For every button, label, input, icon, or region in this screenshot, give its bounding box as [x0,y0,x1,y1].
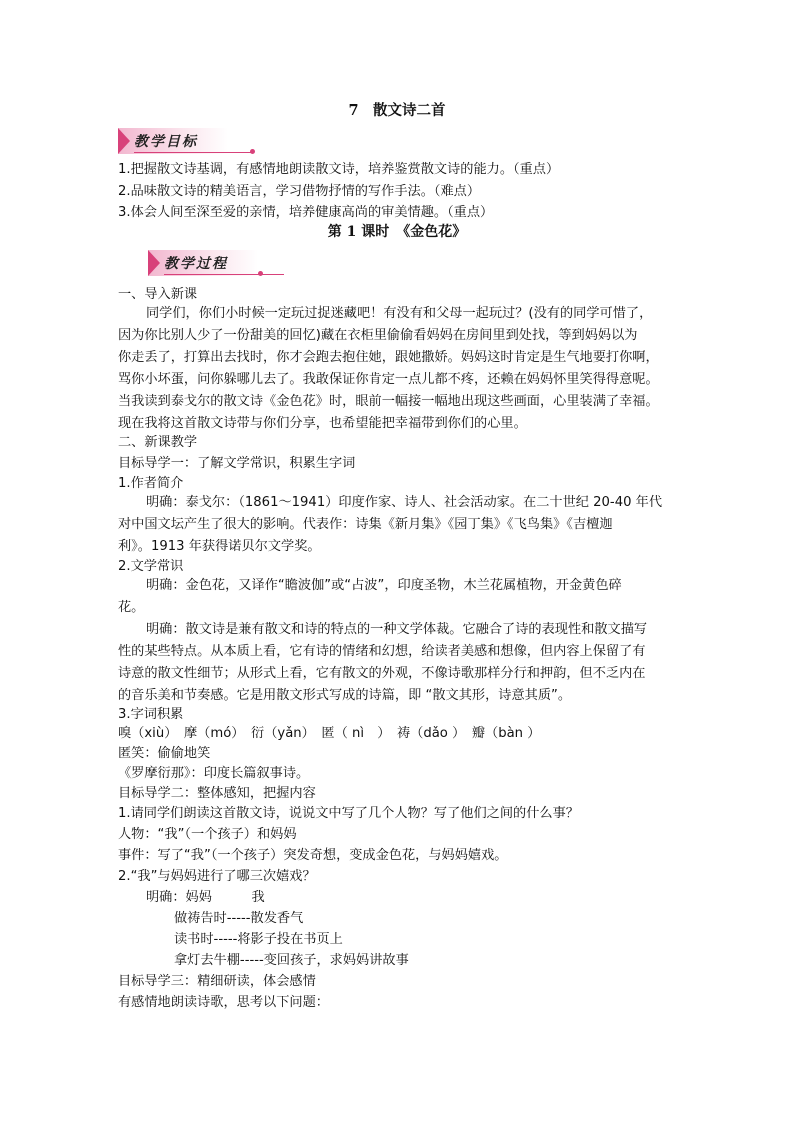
lesson-title: 第 1 课时 《金色花》 [327,224,467,240]
paragraph-line: 骂你小坏蛋，问你躲哪儿去了。我敢保证你肯定一点儿都不疼，还赖在妈妈怀里笑得得意呢。 [118,372,659,387]
objective-heading: 目标导学一：了解文学常识，积累生字词 [118,456,356,471]
paragraph-line: 明确：金色花，又译作“瞻波伽”或“占波”，印度圣物，木兰花属植物，开金黄色碎 [146,578,622,593]
paragraph-line: 读书时-----将影子投在书页上 [174,932,343,947]
paragraph-line: 花。 [118,600,145,615]
paragraph-line: 事件：写了“我”（一个孩子）突发奇想，变成金色花，与妈妈嬉戏。 [118,848,508,863]
section-header-underline [164,274,284,275]
vocabulary-line: 嗅（xiù） 摩（mó） 衍（yǎn） 匿（ nì ） 祷（dǎo ） 瓣（bàn ） [118,726,541,741]
paragraph-line: 明确：泰戈尔：（1861～1941）印度作家、诗人、社会活动家。在二十世纪 20-40 年代 [146,495,663,510]
paragraph-line: 诗意的散文性细节；从形式上看，它有散文的外观，不像诗歌那样分行和押韵，但不乏内在 [118,666,646,681]
paragraph-line: 现在我将这首散文诗带与你们分享，也希望能把幸福带到你们的心里。 [118,416,527,431]
paragraph-line: 因为你比别人少了一份甜美的回忆)藏在衣柜里偷偷看妈妈在房间里到处找，等到妈妈以为 [118,328,638,343]
objective-heading: 目标导学二：整体感知，把握内容 [118,786,316,801]
paragraph-line: 有感情地朗读诗歌，思考以下问题： [118,995,329,1010]
paragraph-line: 《罗摩衍那》：印度长篇叙事诗。 [118,766,310,781]
section-header-dot-icon [250,149,255,154]
section-header-marker-icon [118,128,130,154]
question-line: 1.请同学们朗读这首散文诗，说说文中写了几个人物？写了他们之间的什么事？ [118,806,579,821]
objective-heading: 目标导学三：精细研读，体会感情 [118,974,316,989]
paragraph-line: 当我读到泰戈尔的散文诗《金色花》时，眼前一幅接一幅地出现这些画面，心里装满了幸福。 [118,394,659,409]
paragraph-line: 同学们，你们小时候一定玩过捉迷藏吧！有没有和父母一起玩过？(没有的同学可惜了， [146,306,653,321]
subheading: 1.作者简介 [118,476,184,491]
paragraph-line: 拿灯去牛棚-----变回孩子，求妈妈讲故事 [174,953,409,968]
paragraph-line: 你走丢了，打算出去找时，你才会跑去抱住她，跟她撒娇。妈妈这时肯定是生气地要打你啊， [118,350,659,365]
paragraph-line: 对中国文坛产生了很大的影响。代表作：诗集《新月集》《园丁集》《飞鸟集》《吉檀迦 [118,517,613,532]
paragraph-line: 人物：“我”（一个孩子）和妈妈 [118,827,297,842]
section-header-label: 教学目标 [134,134,198,150]
document-title: 7 散文诗二首 [348,102,446,119]
section-header-underline [134,152,254,153]
subheading: 2.文学常识 [118,559,184,574]
paragraph-line: 性的某些特点。从本质上看，它有诗的情绪和幻想，给读者美感和想像，但内容上保留了有 [118,644,646,659]
subheading: 3.字词积累 [118,707,184,722]
paragraph-line: 的音乐美和节奏感。它是用散文形式写成的诗篇，即 “散文其形，诗意其质”。 [118,688,572,703]
paragraph-line: 做祷告时-----散发香气 [174,911,304,926]
goal-item: 3.体会人间至深至爱的亲情，培养健康高尚的审美情趣。（重点） [118,205,494,220]
section-header-dot-icon [258,271,263,276]
section-header-teaching-goals [118,126,268,156]
paragraph-line: 匿笑：偷偷地笑 [118,746,211,761]
section-header-teaching-process [148,248,298,278]
paragraph-line: 明确：妈妈 我 [146,890,265,905]
goal-item: 1.把握散文诗基调，有感情地朗读散文诗，培养鉴赏散文诗的能力。（重点） [118,162,560,177]
question-line: 2.“我”与妈妈进行了哪三次嬉戏？ [118,869,316,884]
section-header-marker-icon [148,250,160,276]
heading-intro: 一、导入新课 [118,287,198,302]
paragraph-line: 利》。1913 年获得诺贝尔文学奖。 [118,539,321,554]
goal-item: 2.品味散文诗的精美语言，学习借物抒情的写作手法。（难点） [118,184,481,199]
heading-new-lesson: 二、新课教学 [118,435,198,450]
paragraph-line: 明确：散文诗是兼有散文和诗的特点的一种文学体裁。它融合了诗的表现性和散文描写 [146,622,648,637]
section-header-label: 教学过程 [164,256,228,272]
